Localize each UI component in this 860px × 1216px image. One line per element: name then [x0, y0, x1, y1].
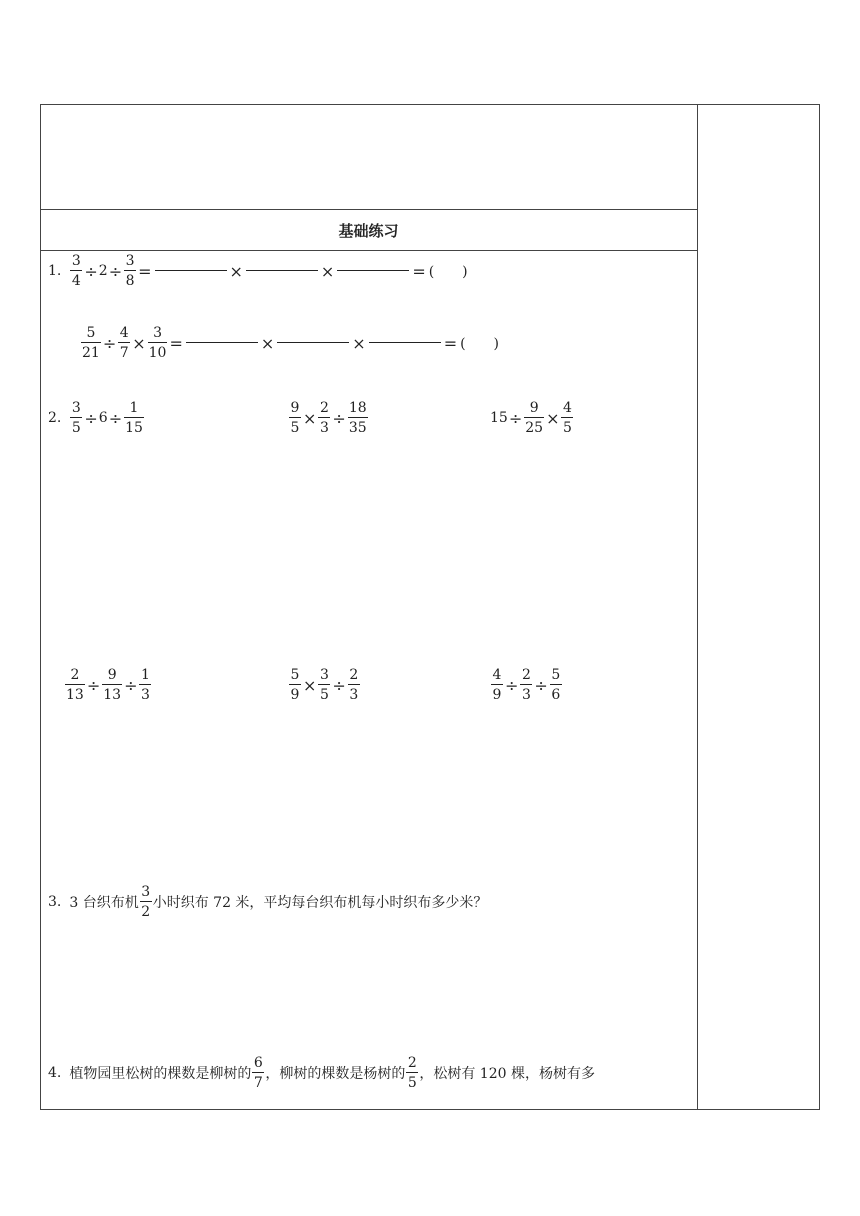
answer-blank[interactable]: [337, 270, 409, 271]
fraction: $\frac{3}{4}$: [71, 253, 81, 289]
q4-text-post: ，松树有 120 棵，杨树有多: [419, 1066, 595, 1082]
operator: ×: [303, 675, 317, 695]
q1-number: 1.: [48, 263, 62, 279]
fraction: $\frac{9}{13}$: [103, 667, 122, 703]
times-sign: ×: [320, 261, 335, 281]
q2-item-d: [64, 668, 152, 702]
integer: 2: [98, 263, 108, 279]
equals-sign: =: [412, 261, 426, 281]
fraction: $\frac{4}{5}$: [563, 400, 572, 436]
operator: ×: [546, 408, 560, 428]
operator: ÷: [108, 408, 123, 428]
fraction: $\frac{3}{10}$: [148, 325, 167, 361]
operator: ×: [303, 408, 317, 428]
answer-blank[interactable]: [186, 342, 258, 343]
q2-item-a: [48, 401, 145, 435]
q4-text-pre: 植物园里松树的棵数是柳树的: [69, 1066, 252, 1082]
fraction: $\frac{3}{5}$: [71, 400, 81, 436]
equals-sign: =: [169, 333, 183, 353]
fraction: $\frac{3}{8}$: [125, 253, 135, 289]
q2-item-b: [288, 401, 369, 435]
fraction: $\frac{9}{25}$: [525, 400, 544, 436]
integer: 15: [490, 410, 508, 426]
fraction: $\frac{2}{3}$: [521, 667, 531, 703]
fraction: $\frac{1}{3}$: [141, 667, 150, 703]
fraction: $\frac{3}{2}$: [141, 884, 151, 920]
times-sign: ×: [260, 333, 275, 353]
fraction: $\frac{2}{5}$: [407, 1055, 417, 1091]
q1-line1: [48, 254, 468, 288]
q2-item-e: [288, 668, 361, 702]
q4-number: 4.: [48, 1065, 62, 1081]
fraction: $\frac{1}{15}$: [125, 400, 143, 436]
divide-sign: ÷: [108, 261, 123, 281]
operator: ÷: [84, 408, 98, 428]
fraction: $\frac{5}{9}$: [290, 667, 300, 703]
divide-sign: ÷: [102, 333, 117, 353]
fraction: $\frac{3}{5}$: [319, 667, 329, 703]
fraction: $\frac{4}{9}$: [492, 667, 502, 703]
answer-blank[interactable]: [369, 342, 441, 343]
q2-number: 2.: [48, 410, 62, 426]
fraction: $\frac{2}{3}$: [349, 667, 359, 703]
answer-blank[interactable]: [277, 342, 349, 343]
q2-item-c: [490, 401, 574, 435]
fraction: $\frac{9}{5}$: [290, 400, 300, 436]
operator: ÷: [124, 675, 138, 695]
fraction: $\frac{5}{6}$: [551, 667, 561, 703]
fraction: $\frac{4}{7}$: [119, 325, 129, 361]
answer-blank[interactable]: [246, 270, 318, 271]
answer-parentheses[interactable]: ( ): [428, 264, 468, 280]
operator: ÷: [86, 675, 101, 695]
q3-text-post: 小时织布 72 米，平均每台织布机每小时织布多少米？: [152, 895, 488, 911]
fraction: $\frac{6}{7}$: [253, 1055, 263, 1091]
q3-text: [48, 885, 487, 919]
section-divider: [40, 250, 697, 251]
q1-line2: [80, 326, 499, 360]
fraction: $\frac{18}{35}$: [348, 400, 367, 436]
q3-text-pre: 3 台织布机: [69, 895, 139, 911]
times-sign: ×: [352, 333, 366, 353]
operator: ÷: [505, 675, 519, 695]
q3-number: 3.: [48, 894, 62, 910]
answer-parentheses[interactable]: ( ): [460, 336, 500, 352]
fraction: $\frac{5}{21}$: [82, 325, 100, 361]
equals-sign: =: [138, 261, 152, 281]
integer: 6: [98, 410, 108, 426]
section-heading: 基础练习: [338, 221, 399, 240]
operator: ÷: [534, 675, 548, 695]
times-sign: ×: [229, 261, 243, 281]
divide-sign: ÷: [84, 261, 98, 281]
q4-text-mid: ，柳树的棵数是杨树的: [265, 1066, 406, 1082]
fraction: $\frac{2}{3}$: [319, 400, 329, 436]
q2-item-f: [490, 668, 563, 702]
equals-sign: =: [443, 333, 458, 353]
operator: ÷: [508, 408, 523, 428]
fraction: $\frac{2}{13}$: [66, 667, 84, 703]
operator: ÷: [332, 408, 346, 428]
answer-blank[interactable]: [155, 270, 227, 271]
times-sign: ×: [132, 333, 146, 353]
right-column-divider: [697, 104, 698, 1110]
operator: ÷: [332, 675, 346, 695]
q4-text: [48, 1056, 595, 1090]
